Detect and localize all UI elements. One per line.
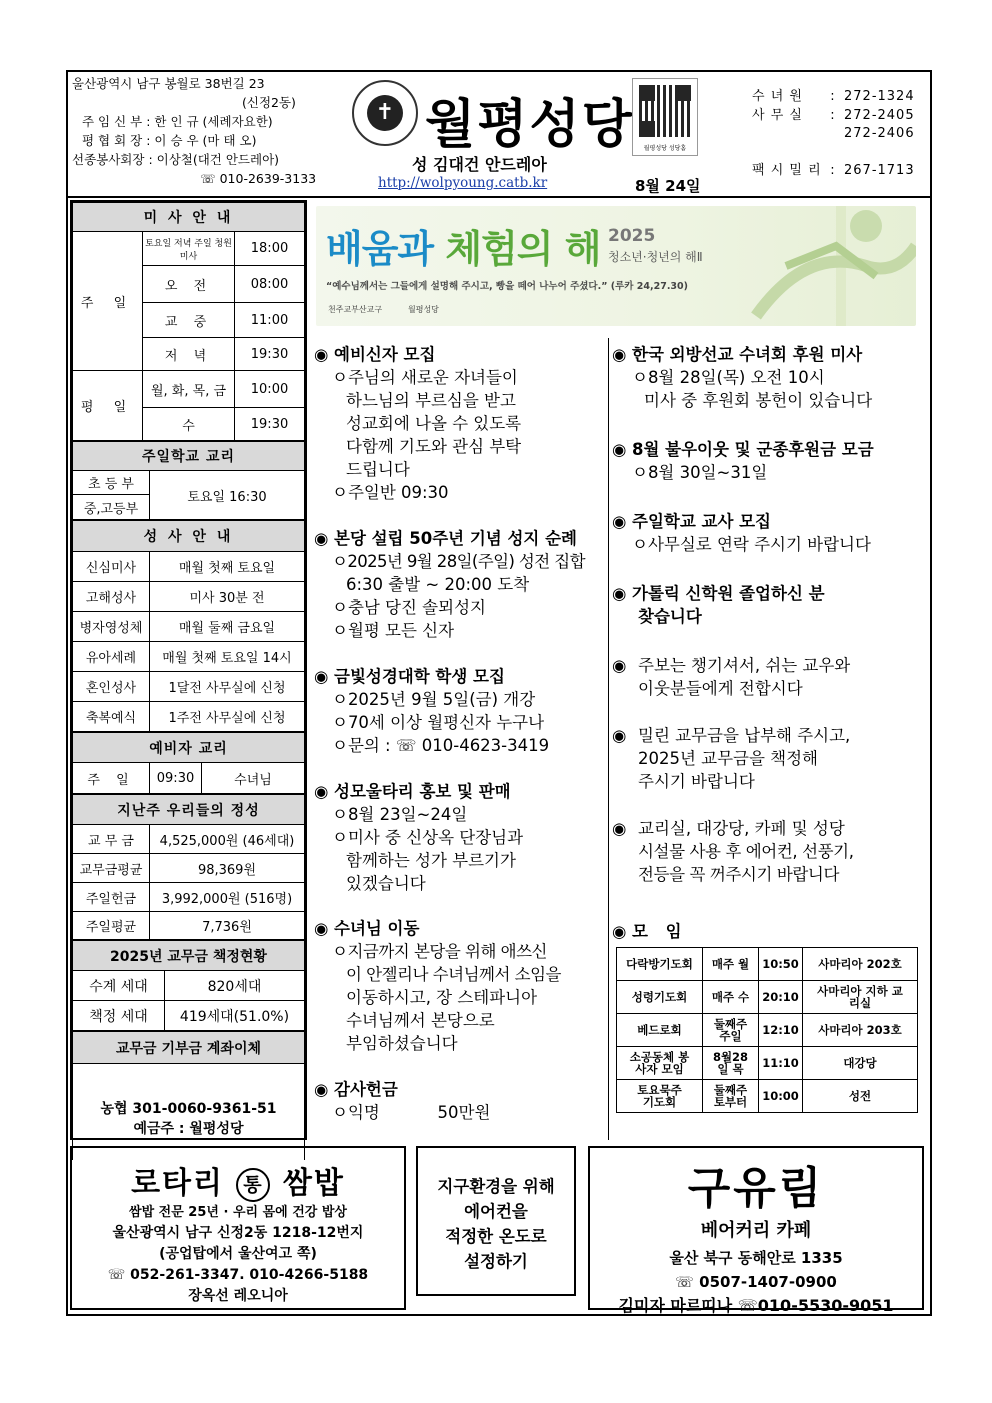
group-label: 초 등 부 xyxy=(73,471,150,495)
news-line: ㅇ주일반 09:30 xyxy=(332,483,449,502)
ad-line: 에어컨을 xyxy=(464,1202,528,1221)
news-line: ㅇ2025년 9월 28일(주일) 성전 집합 xyxy=(332,552,585,571)
ad-line: ☏ 052-261-3347. 010-4266-5188 xyxy=(107,1267,369,1283)
sunday-school-table xyxy=(72,441,305,520)
news-line: 하느님의 부르심을 받고 xyxy=(346,391,516,410)
notice-line: 전등을 꼭 꺼주시기 바랍니다 xyxy=(638,865,840,884)
news-line: 미사 중 후원회 봉헌이 있습니다 xyxy=(644,391,873,410)
pledge-label: 책정 세대 xyxy=(73,1001,165,1031)
bullet-icon: ◉ xyxy=(612,656,627,675)
header-divider xyxy=(66,196,932,198)
account-holder: 예금주 : 월평성당 xyxy=(133,1120,244,1137)
ad-line: 설정하기 xyxy=(464,1252,528,1271)
news-item xyxy=(612,582,922,628)
ad-line: 쌈밥 전문 25년 · 우리 몸에 건강 밥상 xyxy=(129,1205,347,1220)
church-logo-icon: ✝ xyxy=(352,80,418,146)
news-line: 다함께 기도와 관심 부탁 xyxy=(346,437,522,456)
offering-label: 교 무 금 xyxy=(73,825,150,854)
mass-time: 10:00 xyxy=(235,371,305,408)
ad-line: 김미자 마르띠나 ☏010-5530-9051 xyxy=(618,1296,894,1315)
mass-time: 11:00 xyxy=(235,303,305,338)
bullet-icon: ◉ xyxy=(314,919,329,938)
news-title: ◉ 주일학교 교사 모집 xyxy=(612,512,772,531)
sacrament-name: 신심미사 xyxy=(73,552,150,582)
sacrament-table xyxy=(72,520,305,732)
news-line: ㅇ8월 23일~24일 xyxy=(332,805,468,824)
mass-name: 월, 화, 목, 금 xyxy=(143,371,235,408)
news-line: ㅇ2025년 9월 5일(금) 개강 xyxy=(332,690,536,709)
table-row: 소공동체 봉사자 모임 8월28일 목 11:10 대강당 xyxy=(617,1047,918,1080)
banner-title: 배움과 체험의 해 xyxy=(326,227,601,271)
bullet-icon: ◉ xyxy=(314,667,329,686)
news-item xyxy=(612,438,922,484)
ad-cafe-guyurim xyxy=(588,1146,924,1315)
mass-table xyxy=(72,202,305,441)
mass-name: 수 xyxy=(143,408,235,441)
news-title: ◉ 감사헌금 xyxy=(314,1080,398,1099)
class-time: 09:30 xyxy=(150,763,202,794)
section-title: 지난주 우리들의 정성 xyxy=(73,795,305,825)
notice-item xyxy=(612,724,922,793)
notice-item xyxy=(612,654,922,700)
meetings-heading: ◉ 모 임 xyxy=(612,922,688,941)
info-sidebar xyxy=(70,200,307,1140)
news-item xyxy=(314,1078,604,1124)
section-title: 성 사 안 내 xyxy=(73,521,305,552)
school-time: 토요일 16:30 xyxy=(150,471,305,520)
offering-label: 주일평균 xyxy=(73,912,150,940)
news-line: ㅇ충남 당진 솔뫼성지 xyxy=(332,598,486,617)
offering-label: 주일헌금 xyxy=(73,883,150,912)
offering-value: 7,736원 xyxy=(150,912,305,940)
church-address: 울산광역시 남구 봉월로 38번길 23 xyxy=(72,76,265,91)
notice-line: 주보는 챙기셔서, 쉬는 교우와 xyxy=(638,656,851,675)
section-title: 미 사 안 내 xyxy=(73,203,305,232)
section-title: 주일학교 교리 xyxy=(73,442,305,471)
weekday-label: 평 일 xyxy=(73,371,143,441)
news-line: ㅇ8월 30일~31일 xyxy=(632,463,768,482)
staff-row: 선종봉사회장 : 이상철(대건 안드레아) xyxy=(72,152,280,167)
qr-code-icon xyxy=(639,85,691,137)
news-title: ◉ 본당 설립 50주년 기념 성지 순례 xyxy=(314,529,577,548)
ad-line: 적정한 온도로 xyxy=(445,1227,547,1246)
notice-line: 밀린 교무금을 납부해 주시고, xyxy=(638,726,851,745)
news-title: ◉ 수녀님 이동 xyxy=(314,919,420,938)
news-item xyxy=(314,527,604,642)
patron-saint: 성 김대건 안드레아 xyxy=(412,155,547,174)
offering-value: 3,992,000원 (516명) xyxy=(150,883,305,912)
staff-phone: ☏ 010-2639-3133 xyxy=(200,171,317,186)
ad-line: 베어커리 카페 xyxy=(700,1220,812,1241)
sacrament-name: 혼인성사 xyxy=(73,672,150,702)
pledge-value: 820세대 xyxy=(165,971,305,1001)
staff-row: 주 임 신 부 : 한 인 규 (세례자요한) xyxy=(82,114,273,129)
catechumen-table xyxy=(72,732,305,794)
pledge-value: 419세대(51.0%) xyxy=(165,1001,305,1031)
sacrament-name: 유아세례 xyxy=(73,642,150,672)
contact-row: 272-2406 xyxy=(844,126,915,141)
table-row: 성령기도회 매주 수 20:10 사마리아 지하 교리실 xyxy=(617,981,918,1014)
group-label: 중,고등부 xyxy=(73,495,150,520)
mass-name: 토요일 저녁 주일 청원미사 xyxy=(143,232,235,266)
church-url-link[interactable]: http://wolpyoung.catb.kr xyxy=(378,175,548,191)
news-line: ㅇ사무실로 연락 주시기 바랍니다 xyxy=(632,535,871,554)
banner-year: 2025 xyxy=(608,226,656,246)
news-line: ㅇ월평 모든 신자 xyxy=(332,621,455,640)
mass-name: 교 중 xyxy=(143,303,235,338)
qr-code[interactable] xyxy=(632,78,698,156)
offering-value: 98,369원 xyxy=(150,854,305,883)
ad-eco-campaign xyxy=(416,1146,576,1296)
news-item xyxy=(612,343,922,412)
mass-time: 08:00 xyxy=(235,266,305,303)
news-line: 함께하는 성가 부르기가 xyxy=(346,851,516,870)
news-item xyxy=(314,665,604,757)
news-title: ◉ 한국 외방선교 수녀회 후원 미사 xyxy=(612,345,863,364)
theme-banner xyxy=(316,206,916,326)
sacrament-info: 1주전 사무실에 신청 xyxy=(150,702,305,732)
sacrament-info: 매월 둘째 금요일 xyxy=(150,612,305,642)
bullet-icon: ◉ xyxy=(314,345,329,364)
bulletin-date: 8월 24일 xyxy=(635,177,701,195)
bullet-icon: ◉ xyxy=(314,782,329,801)
class-place: 수녀님 xyxy=(202,763,305,794)
news-line: 찾습니다 xyxy=(638,607,702,626)
news-line: ㅇ익명 50만원 xyxy=(332,1103,491,1122)
contact-list xyxy=(752,88,915,180)
news-title: ◉ 금빛성경대학 학생 모집 xyxy=(314,667,505,686)
ad-line: 지구환경을 위해 xyxy=(437,1177,555,1196)
class-day: 주 일 xyxy=(73,763,150,794)
news-line: ㅇ주님의 새로운 자녀들이 xyxy=(332,368,518,387)
ad-line: 장옥선 레오니아 xyxy=(188,1288,288,1304)
meetings-table xyxy=(616,947,918,1113)
bullet-icon: ◉ xyxy=(612,726,627,745)
banner-figure-icon xyxy=(716,206,916,326)
banner-subtitle: 청소년·청년의 해Ⅱ xyxy=(608,250,703,264)
news-line: 6:30 출발 ~ 20:00 도착 xyxy=(346,575,530,594)
news-title: ◉ 가톨릭 신학원 졸업하신 분 xyxy=(612,584,825,603)
sacrament-info: 매월 첫째 토요일 xyxy=(150,552,305,582)
news-line: ㅇ지금까지 본당을 위해 애쓰신 xyxy=(332,942,547,961)
banner-org: 천주교부산교구 xyxy=(328,305,383,314)
news-line: 부임하셨습니다 xyxy=(346,1034,458,1053)
badge-icon: 통 xyxy=(236,1168,270,1202)
sacrament-name: 고해성사 xyxy=(73,582,150,612)
news-title: ◉ 성모울타리 홍보 및 판매 xyxy=(314,782,511,801)
news-line: 드립니다 xyxy=(346,460,410,479)
banner-quote: “예수님께서는 그들에게 설명해 주시고, 빵을 떼어 나누어 주셨다.” (루카 24,27.30) xyxy=(326,281,688,292)
bullet-icon: ◉ xyxy=(612,584,627,603)
mass-name: 오 전 xyxy=(143,266,235,303)
bullet-icon: ◉ xyxy=(314,529,329,548)
news-line: ㅇ미사 중 신상옥 단장님과 xyxy=(332,828,524,847)
sacrament-name: 병자영성체 xyxy=(73,612,150,642)
church-district: (신정2동) xyxy=(242,95,296,110)
ad-line: 울산 북구 동해안로 1335 xyxy=(669,1249,843,1267)
news-line: ㅇ문의 : ☏ 010-4623-3419 xyxy=(332,736,550,755)
news-line: 성교회에 나올 수 있도록 xyxy=(346,414,522,433)
ad-line: 울산광역시 남구 신정2동 1218-12번지 xyxy=(112,1225,364,1241)
pledge-table xyxy=(72,940,305,1031)
banner-org: 월평성당 xyxy=(408,305,439,314)
section-title: 교무금 기부금 계좌이체 xyxy=(73,1032,305,1064)
notice-line: 주시기 바랍니다 xyxy=(638,772,755,791)
news-title: ◉ 예비신자 모집 xyxy=(314,345,436,364)
contact-row: 사 무 실 : 272-2405 xyxy=(752,107,915,123)
pledge-label: 수계 세대 xyxy=(73,971,165,1001)
section-title: 예비자 교리 xyxy=(73,733,305,763)
table-row: 토요묵주 기도회 둘째주 토부터 10:00 성전 xyxy=(617,1080,918,1113)
sunday-label: 주 일 xyxy=(73,232,143,371)
notice-line: 교리실, 대강당, 카페 및 성당 xyxy=(638,819,845,838)
bullet-icon: ◉ xyxy=(612,819,627,838)
account-number: 농협 301-0060-9361-51 xyxy=(100,1100,277,1117)
news-line: 있겠습니다 xyxy=(346,874,426,893)
mass-time: 19:30 xyxy=(235,338,305,371)
news-line: 이동하시고, 장 스테파니아 xyxy=(346,988,538,1007)
notice-line: 이웃분들에게 전합시다 xyxy=(638,679,803,698)
mass-time: 18:00 xyxy=(235,232,305,266)
sacrament-info: 매월 첫째 토요일 14시 xyxy=(150,642,305,672)
news-item xyxy=(314,780,604,895)
contact-row: 수 녀 원 : 272-1324 xyxy=(752,89,915,104)
bullet-icon: ◉ xyxy=(612,512,627,531)
bullet-icon: ◉ xyxy=(314,1080,329,1099)
news-item xyxy=(612,510,922,556)
church-name: 월평성당 xyxy=(425,95,634,155)
header-info xyxy=(72,74,322,188)
ad-title: 구유림 xyxy=(687,1163,825,1214)
offering-table xyxy=(72,794,305,940)
ad-line: ☏ 0507-1407-0900 xyxy=(675,1273,837,1291)
staff-row: 평 협 회 장 : 이 승 우 (마 태 오) xyxy=(82,133,257,148)
news-line: ㅇ70세 이상 월평신자 누구나 xyxy=(332,713,545,732)
ad-line: (공업탑에서 울산여고 쪽) xyxy=(159,1246,317,1262)
notice-line: 시설물 사용 후 에어컨, 선풍기, xyxy=(638,842,854,861)
ad-title: 로타리 통 쌈밥 xyxy=(131,1166,345,1201)
mass-time: 19:30 xyxy=(235,408,305,441)
offering-value: 4,525,000원 (46세대) xyxy=(150,825,305,854)
bullet-icon: ◉ xyxy=(612,922,627,941)
notice-line: 2025년 교무금을 책정해 xyxy=(638,749,818,768)
ad-rotary-ssambap xyxy=(70,1146,406,1310)
offering-label: 교무금평균 xyxy=(73,854,150,883)
section-title: 2025년 교무금 책정현황 xyxy=(73,941,305,971)
notice-item xyxy=(612,817,922,886)
news-item xyxy=(314,343,604,504)
bullet-icon: ◉ xyxy=(612,345,627,364)
mass-name: 저 녁 xyxy=(143,338,235,371)
table-row: 다락방기도회 매주 월 10:50 사마리아 202호 xyxy=(617,948,918,981)
news-line: ㅇ8월 28일(목) 오전 10시 xyxy=(632,368,825,387)
news-line: 이 안젤리나 수녀님께서 소임을 xyxy=(346,965,561,984)
column-divider xyxy=(608,338,609,1140)
sacrament-info: 1달전 사무실에 신청 xyxy=(150,672,305,702)
sacrament-name: 축복예식 xyxy=(73,702,150,732)
sacrament-info: 미사 30분 전 xyxy=(150,582,305,612)
bullet-icon: ◉ xyxy=(612,440,627,459)
table-row: 베드로회 둘째주 주일 12:10 사마리아 203호 xyxy=(617,1014,918,1047)
news-line: 수녀님께서 본당으로 xyxy=(346,1011,495,1030)
qr-caption: 월평성당 성당홈 xyxy=(643,145,687,152)
news-item xyxy=(314,917,604,1055)
contact-row: 팩 시 밀 리 : 267-1713 xyxy=(752,162,915,178)
news-title: ◉ 8월 불우이웃 및 군종후원금 모금 xyxy=(612,440,874,459)
account-table xyxy=(72,1031,305,1160)
